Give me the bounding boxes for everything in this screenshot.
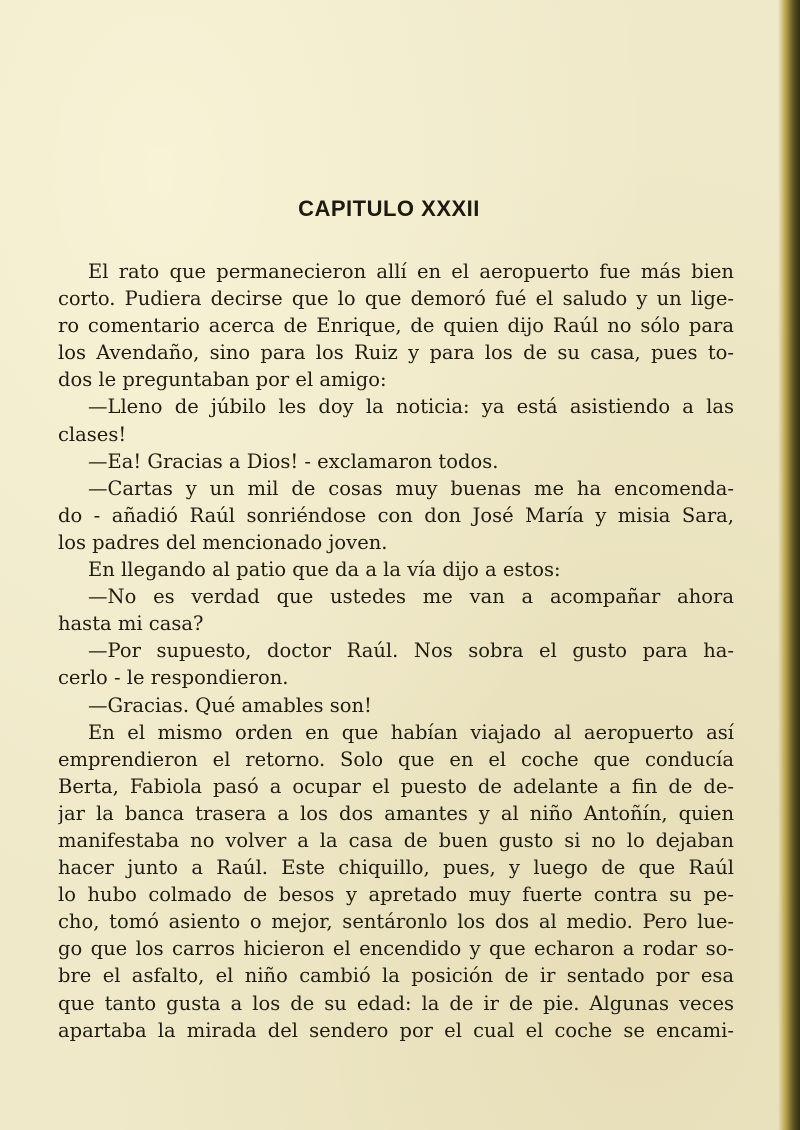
chapter-title: CAPITULO XXXII: [298, 196, 480, 221]
text-line: cerlo - le respondieron.: [58, 666, 289, 690]
text-line: Berta, Fabiola pasó a ocupar el puesto de adelante a fin de de-: [58, 774, 734, 798]
text-line: En llegando al patio que da a la vía dijo a estos:: [88, 558, 561, 582]
text-line: ro comentario acerca de Enrique, de quien dijo Raúl no sólo para: [58, 314, 734, 338]
text-line: bre el asfalto, el niño cambió la posición de ir sentado por esa: [58, 964, 734, 988]
text-line: emprendieron el retorno. Solo que en el coche que conducía: [58, 747, 734, 771]
text-line: clases!: [58, 422, 127, 446]
text-line: que tanto gusta a los de su edad: la de ir de pie. Algunas veces: [58, 991, 734, 1015]
text-line: apartaba la mirada del sendero por el cual el coche se encami-: [58, 1018, 734, 1042]
text-line: —Cartas y un mil de cosas muy buenas me ha encomenda-: [88, 476, 734, 500]
text-line: hasta mi casa?: [58, 612, 204, 636]
text-line: —Ea! Gracias a Dios! - exclamaron todos.: [88, 449, 499, 473]
text-line: —Por supuesto, doctor Raúl. Nos sobra el gusto para ha-: [88, 639, 734, 663]
page-binding-edge: [778, 0, 800, 1130]
text-line: los padres del mencionado joven.: [58, 530, 388, 554]
text-line: —No es verdad que ustedes me van a acompañar ahora: [88, 585, 734, 609]
text-line: —Gracias. Qué amables son!: [88, 693, 372, 717]
text-line: dos le preguntaban por el amigo:: [58, 368, 387, 392]
text-line: cho, tomó asiento o mejor, sentáronlo los dos al medio. Pero lue-: [58, 910, 734, 934]
text-line: jar la banca trasera a los dos amantes y al niño Antoñín, quien: [58, 801, 734, 825]
text-line: lo hubo colmado de besos y apretado muy fuerte contra su pe-: [58, 883, 734, 907]
text-line: do - añadió Raúl sonriéndose con don José María y misia Sara,: [58, 503, 734, 527]
text-line: go que los carros hicieron el encendido y que echaron a rodar so-: [58, 937, 734, 961]
text-line: El rato que permanecieron allí en el aeropuerto fue más bien: [88, 260, 734, 283]
text-line: corto. Pudiera decirse que lo que demoró fué el saludo y un lige-: [58, 287, 734, 311]
text-line: En el mismo orden en que habían viajado al aeropuerto así: [88, 720, 734, 744]
text-line: hacer junto a Raúl. Este chiquillo, pues, y luego de que Raúl: [58, 856, 734, 880]
text-line: los Avendaño, sino para los Ruiz y para los de su casa, pues to-: [58, 341, 734, 365]
chapter-body: [58, 258, 734, 1044]
text-line: —Lleno de júbilo les doy la noticia: ya está asistiendo a las: [88, 395, 734, 419]
text-line: manifestaba no volver a la casa de buen gusto si no lo dejaban: [58, 828, 734, 852]
